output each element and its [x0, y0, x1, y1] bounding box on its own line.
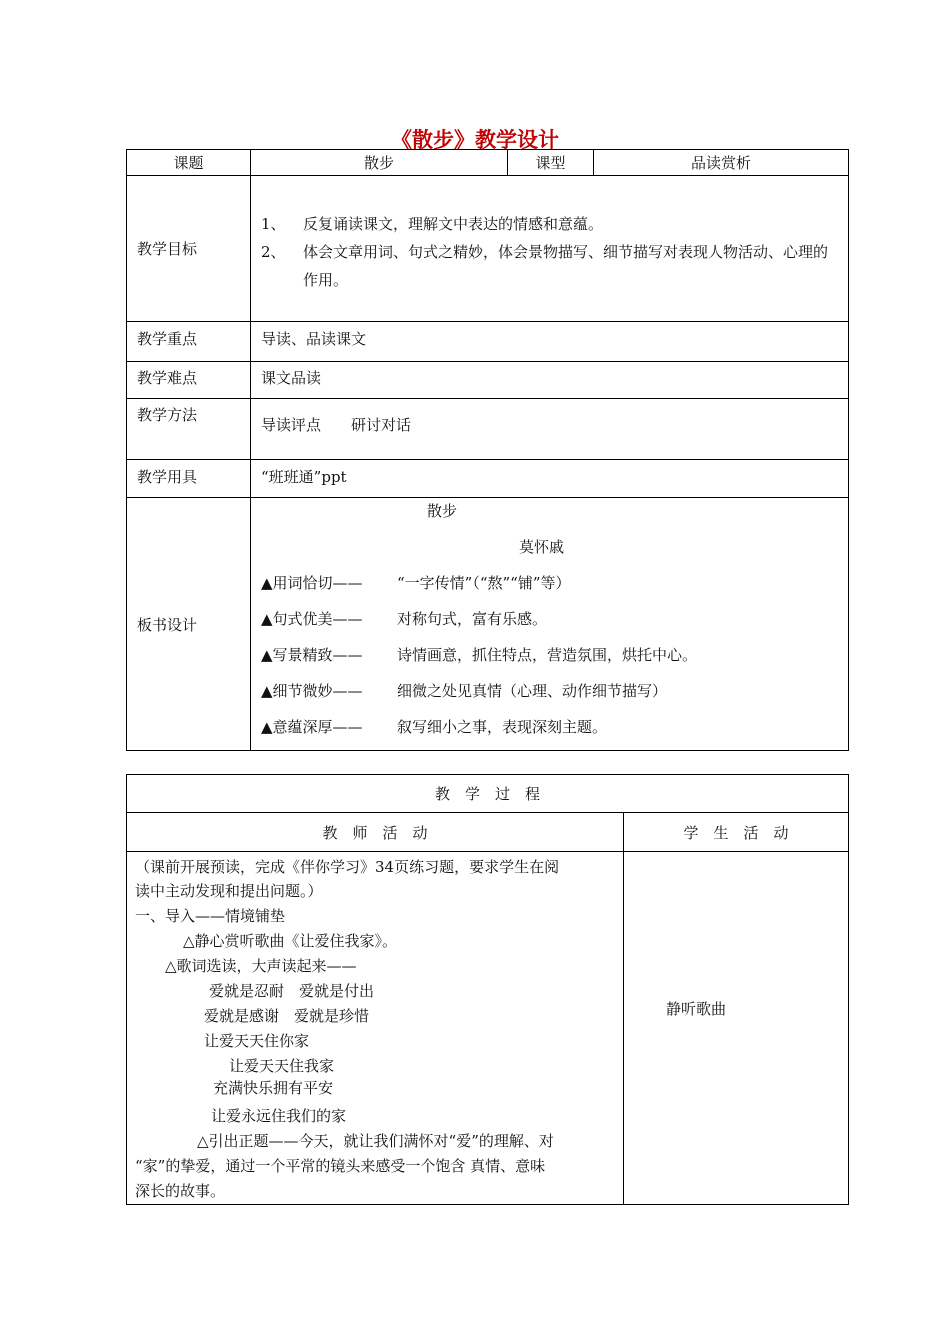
tools-value: “班班通”ppt — [251, 460, 849, 498]
board-row: ▲写景精致—— 诗情画意，抓住特点，营造氛围，烘托中心。 — [261, 646, 698, 664]
teacher-line: △引出正题——今天，就让我们满怀对“爱”的理解、对 — [197, 1132, 554, 1150]
method-value: 导读评点 研讨对话 — [251, 399, 849, 460]
method-label: 教学方法 — [127, 399, 251, 460]
teacher-line: △歌词选读，大声读起来—— — [165, 957, 357, 975]
teacher-line: 让爱天天住我家 — [229, 1057, 335, 1075]
topic-value: 散步 — [251, 150, 508, 176]
focus-value: 导读、品读课文 — [251, 322, 849, 362]
board-title: 散步 — [427, 502, 458, 520]
goal-item: 2、 体会文章用词、句式之精妙，体会景物描写、细节描写对表现人物活动、心理的作用。 — [261, 243, 829, 289]
teacher-header: 教 师 活 动 — [127, 813, 624, 852]
difficulty-label: 教学难点 — [127, 362, 251, 399]
teacher-line: 充满快乐拥有平安 — [213, 1079, 334, 1097]
teacher-line: 读中主动发现和提出问题。） — [135, 882, 323, 900]
board-label: 板书设计 — [127, 498, 251, 751]
topic-label: 课题 — [127, 150, 251, 176]
teacher-line: 爱就是感谢 爱就是珍惜 — [204, 1007, 370, 1025]
teacher-line: 一、导入——情境铺垫 — [135, 907, 286, 925]
board-row: ▲句式优美—— 对称句式，富有乐感。 — [261, 610, 548, 628]
teacher-line: 深长的故事。 — [135, 1182, 226, 1200]
teacher-line: （课前开展预读，完成《伴你学习》34页练习题，要求学生在阅 — [135, 858, 560, 876]
process-table — [126, 774, 849, 1205]
student-header: 学 生 活 动 — [624, 813, 849, 852]
goal-item: 1、 反复诵读课文，理解文中表达的情感和意蕴。 — [261, 215, 604, 233]
student-activity-cell — [624, 852, 849, 1205]
type-value: 品读赏析 — [594, 150, 849, 176]
goals-cell — [251, 176, 849, 322]
goals-label: 教学目标 — [127, 176, 251, 322]
tools-label: 教学用具 — [127, 460, 251, 498]
board-row: ▲细节微妙—— 细微之处见真情（心理、动作细节描写） — [261, 682, 668, 700]
board-cell — [251, 498, 849, 751]
type-label: 课型 — [508, 150, 594, 176]
process-header: 教 学 过 程 — [127, 775, 849, 813]
board-design — [251, 498, 848, 750]
board-author: 莫怀戚 — [519, 538, 565, 556]
teacher-line: 让爱永远住我们的家 — [211, 1107, 347, 1125]
teacher-line: △静心赏听歌曲《让爱住我家》。 — [183, 932, 398, 950]
student-activity: 静听歌曲 — [666, 1000, 727, 1018]
difficulty-value: 课文品读 — [251, 362, 849, 399]
page-title: 《散步》教学设计 — [391, 128, 559, 152]
board-row: ▲意蕴深厚—— 叙写细小之事，表现深刻主题。 — [261, 718, 608, 736]
teacher-line: “家”的挚爱，通过一个平常的镜头来感受一个饱含 真情、意味 — [135, 1157, 546, 1175]
board-row: ▲用词恰切—— “一字传情”（“熬”“铺”等） — [261, 574, 571, 592]
teacher-line: 爱就是忍耐 爱就是付出 — [209, 982, 375, 1000]
focus-label: 教学重点 — [127, 322, 251, 362]
info-table — [126, 149, 849, 751]
teacher-activity — [127, 852, 624, 1205]
teacher-line: 让爱天天住你家 — [204, 1032, 310, 1050]
